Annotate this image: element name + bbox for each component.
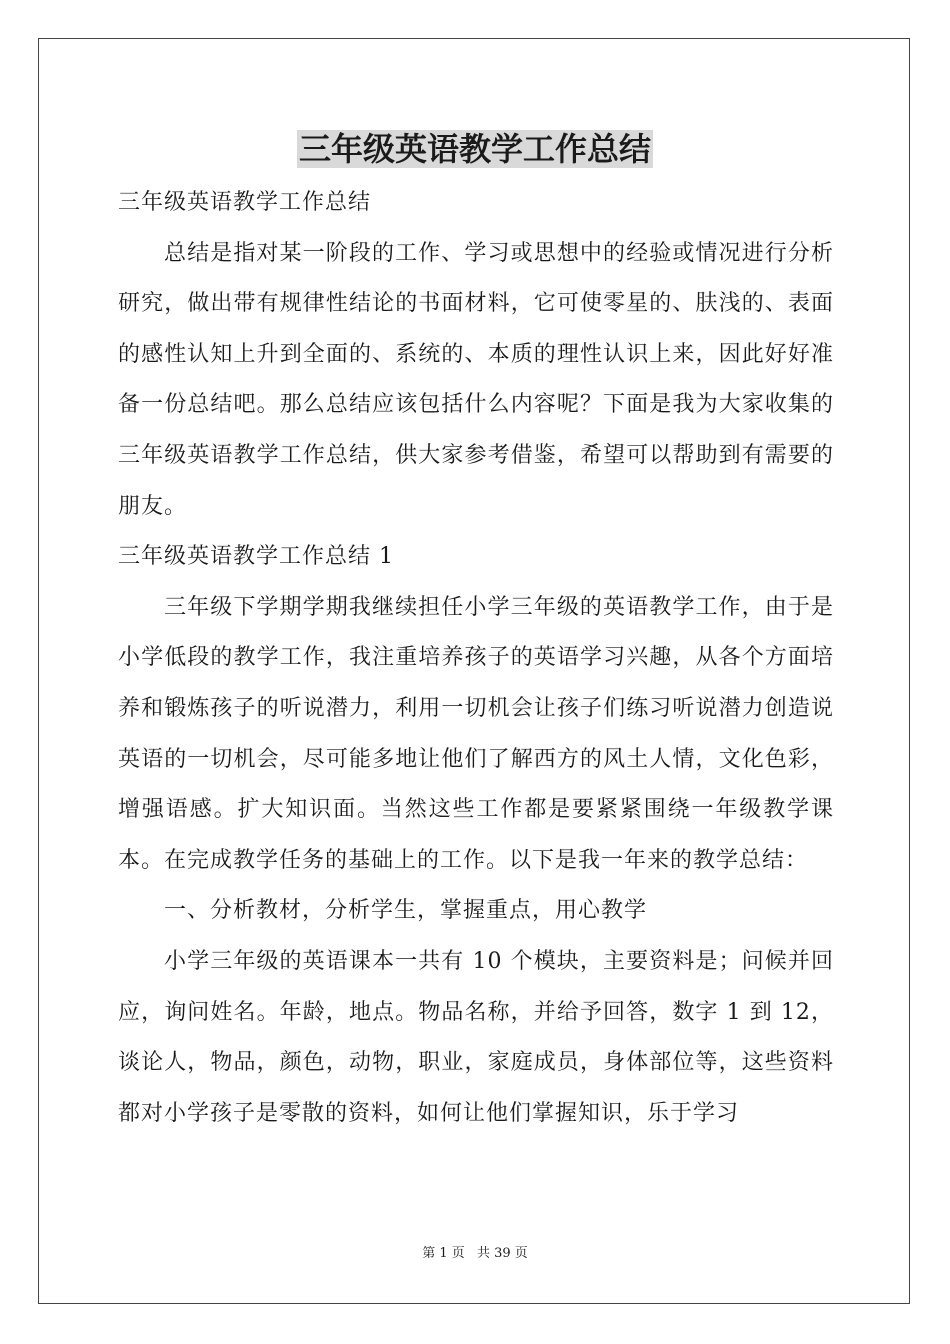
paragraph-body: 小学三年级的英语课本一共有 10 个模块，主要资料是；问候并回应，询问姓名。年龄，地点。物品名称，并给予回答，数字 1 到 12，谈论人，物品，颜色，动物，职业，家庭成员，身体部位等，这些资料都对小学孩子是零散的资料，如何让他们掌握知识，乐于学习 bbox=[118, 948, 834, 1126]
page-total: 共 39 页 bbox=[476, 1246, 528, 1261]
paragraph-subheading: 一、分析教材，分析学生，掌握重点，用心教学 bbox=[164, 898, 648, 924]
page-number: 第 1 页 bbox=[422, 1246, 465, 1261]
paragraph-intro: 总结是指对某一阶段的工作、学习或思想中的经验或情况进行分析研究，做出带有规律性结论的书面材料，它可使零星的、肤浅的、表面的感性认知上升到全面的、系统的、本质的理性认识上来，因此好好准备一份总结吧。那么总结应该包括什么内容呢？下面是我为大家收集的三年级英语教学工作总结，供大家参考借鉴，希望可以帮助到有需要的朋友。 bbox=[118, 240, 834, 519]
paragraph-section-heading: 三年级英语教学工作总结 1 bbox=[118, 544, 394, 570]
document-body bbox=[118, 178, 834, 1139]
document-title-text: 三年级英语教学工作总结 bbox=[298, 130, 651, 168]
page-footer bbox=[0, 1244, 950, 1264]
paragraph-heading: 三年级英语教学工作总结 bbox=[118, 190, 372, 215]
document-title bbox=[0, 124, 950, 174]
paragraph-body: 三年级下学期学期我继续担任小学三年级的英语教学工作，由于是小学低段的教学工作，我注重培养孩子的英语学习兴趣，从各个方面培养和锻炼孩子的听说潜力，利用一切机会让孩子们练习听说潜力创造说英语的一切机会，尽可能多地让他们了解西方的风土人情，文化色彩，增强语感。扩大知识面。当然这些工作都是要紧紧围绕一年级教学课本。在完成教学任务的基础上的工作。以下是我一年来的教学总结： bbox=[118, 594, 834, 873]
